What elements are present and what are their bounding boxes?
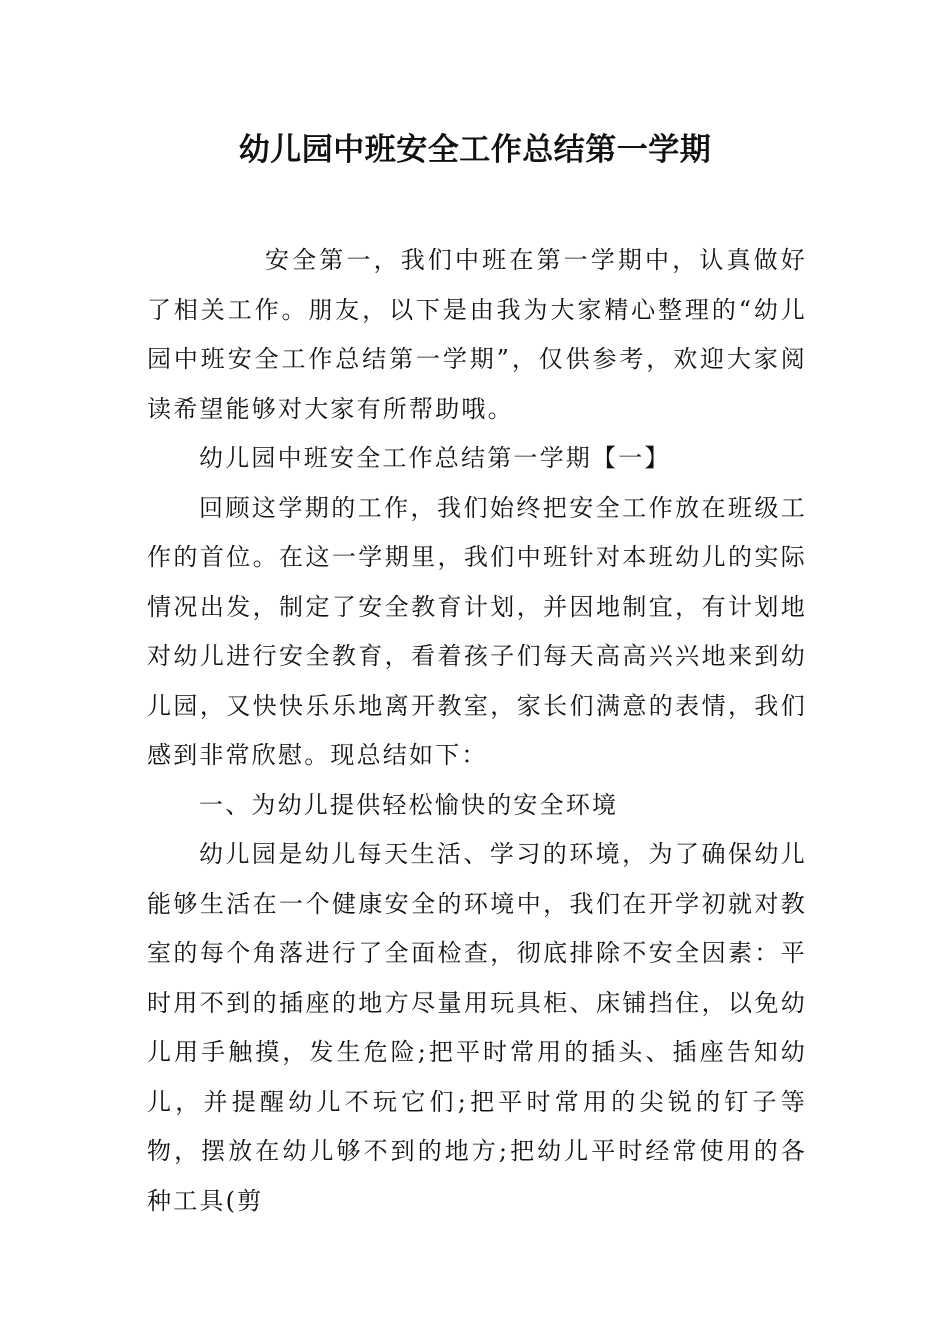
document-body <box>147 236 807 1226</box>
intro-paragraph: 安全第一，我们中班在第一学期中，认真做好了相关工作。朋友，以下是由我为大家精心整理的“幼儿园中班安全工作总结第一学期”，仅供参考，欢迎大家阅读希望能够对大家有所帮助哦。 <box>147 246 807 423</box>
subheading-safe-environment: 一、为幼儿提供轻松愉快的安全环境 <box>199 790 619 819</box>
review-paragraph: 回顾这学期的工作，我们始终把安全工作放在班级工作的首位。在这一学期里，我们中班针对本班幼儿的实际情况出发，制定了安全教育计划，并因地制宜，有计划地对幼儿进行安全教育，看着孩子们每天高高兴兴地来到幼儿园，又快快乐乐地离开教室，家长们满意的表情，我们感到非常欣慰。现总结如下： <box>147 493 807 769</box>
environment-paragraph: 幼儿园是幼儿每天生活、学习的环境，为了确保幼儿能够生活在一个健康安全的环境中，我们在开学初就对教室的每个角落进行了全面检查，彻底排除不安全因素：平时用不到的插座的地方尽量用玩具柜、床铺挡住，以免幼儿用手触摸，发生危险;把平时常用的插头、插座告知幼儿，并提醒幼儿不玩它们;把平时常用的尖锐的钉子等物，摆放在幼儿够不到的地方;把幼儿平时经常使用的各种工具(剪 <box>147 840 807 1215</box>
section-heading-one: 幼儿园中班安全工作总结第一学期【一】 <box>199 444 671 472</box>
document-title: 幼儿园中班安全工作总结第一学期 <box>238 132 712 168</box>
